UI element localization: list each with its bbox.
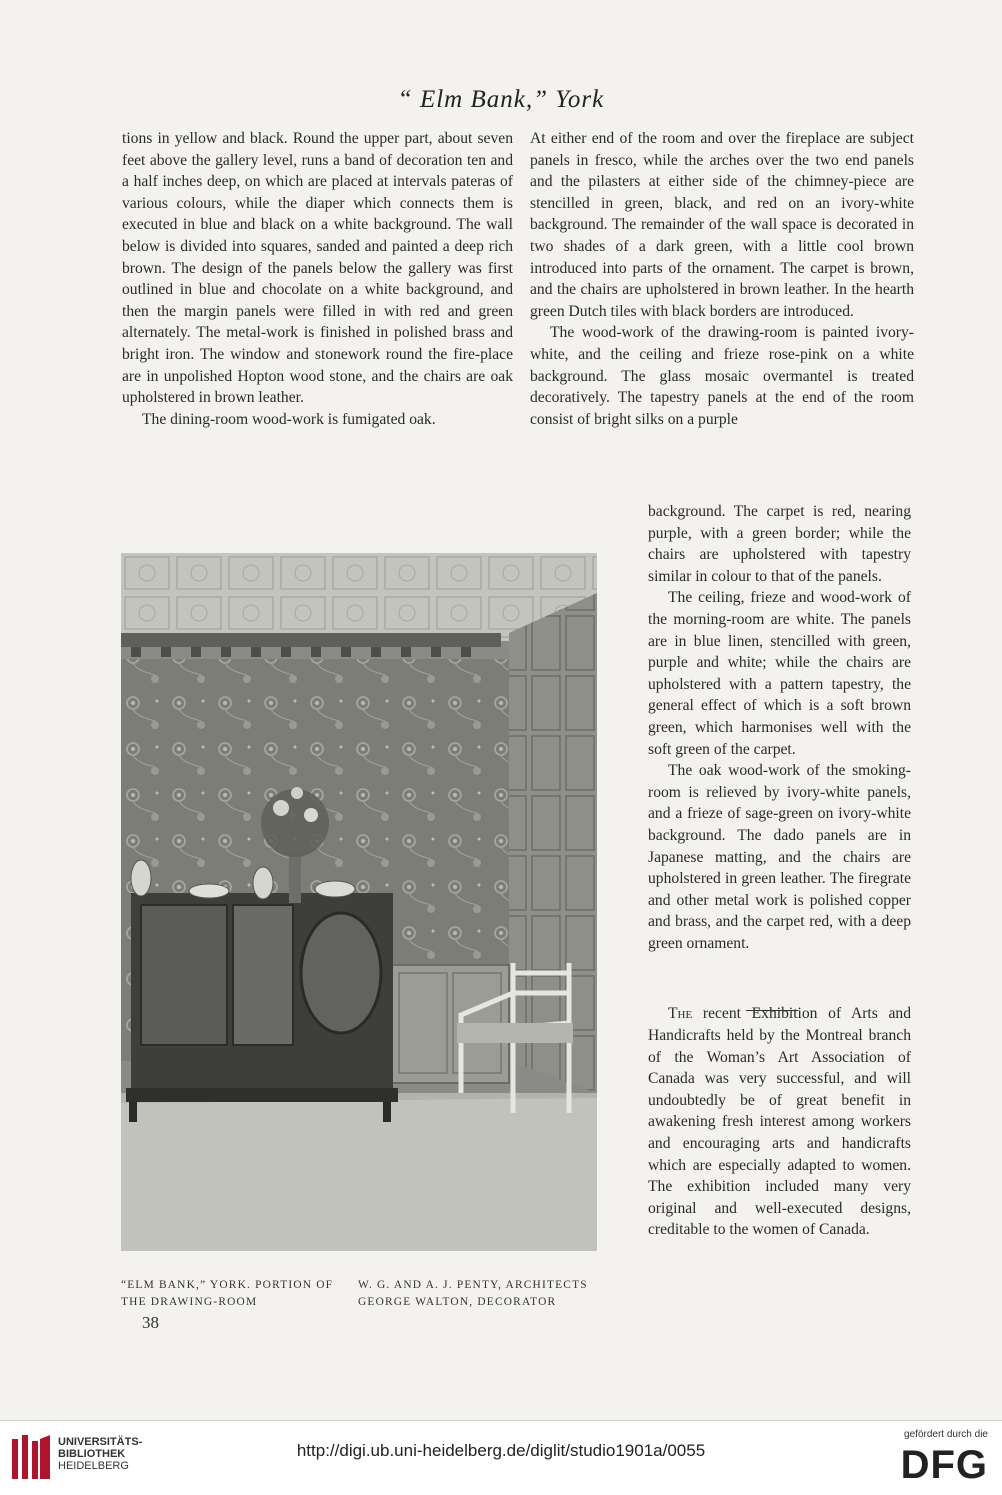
paragraph: The dining-room wood-work is fumigated oak.: [142, 410, 436, 428]
paragraph: background. The carpet is red, nearing purple, with a green border; while the chairs are upholstered with tapestry similar in colour to that of the panels.: [648, 503, 911, 585]
digitization-footer: [0, 1420, 1002, 1495]
library-name-line: HEIDELBERG: [58, 1460, 129, 1472]
figure-caption-right: W. G. AND A. J. PENTY, ARCHITECTS GEORGE WALTON, DECORATOR: [358, 1279, 588, 1308]
paragraph: At either end of the room and over the fireplace are subject panels in fresco, while the arches over the two end panels and the pilasters at either side of the chimney-piece are stencilled in green, black, and red on an ivory-white background. The remainder of the wall space is decorated in two shades of a dark green, with a little cool brown introduced into parts of the ornament. The carpet is brown, and the chairs are upholstered in brown leather. In the hearth green Dutch tiles with black borders are introduced.: [530, 130, 914, 320]
drawing-room-photograph: [121, 553, 597, 1251]
funding-label: gefördert durch die: [904, 1429, 988, 1440]
right-column: [530, 128, 914, 430]
library-name-line: BIBLIOTHEK: [58, 1448, 126, 1460]
photo-illustration: [121, 553, 597, 1251]
page-number: 38: [142, 1313, 159, 1332]
paragraph: The ceiling, frieze and wood-work of the morning-room are white. The panels are in blue linen, stencilled with green, purple and white; while the chairs are upholstered with a pattern tapestry, the general effect of which is a soft brown green, which harmonises well with the soft green of the carpet.: [648, 589, 911, 758]
article-lead: The: [668, 1005, 693, 1023]
section-divider: [746, 1010, 798, 1011]
left-column: [122, 128, 513, 430]
source-url-link[interactable]: http://digi.ub.uni-heidelberg.de/diglit/studio1901a/0055: [296, 1441, 706, 1460]
article-paragraph: [648, 1003, 911, 1241]
paragraph: The oak wood-work of the smoking-room is relieved by ivory-white panels, and a frieze of sage-green on ivory-white background. The dado panels are in Japanese matting, and the chairs are upholstered in green leather. The firegrate and other metal work is polished copper and brass, and the carpet red, with a deep green ornament.: [648, 762, 911, 952]
article-text: recent Exhibition of Arts and Handicrafts held by the Montreal branch of the Woman’s Art Association of Canada was very successful, and will undoubtedly be of great benefit in awakening fresh interest among workers and encouraging arts and handicrafts which are especially adapted to women. The exhibition included many very original and well-executed designs, creditable to the women of Canada.: [648, 1005, 911, 1239]
dfg-logo: DFG: [900, 1443, 988, 1487]
library-name-line: UNIVERSITÄTS-: [58, 1436, 143, 1448]
running-title: “ Elm Bank,” York: [397, 86, 605, 113]
right-narrow-column: [648, 501, 911, 1241]
figure-caption-left: “ELM BANK,” YORK. PORTION OF THE DRAWING-ROOM: [121, 1279, 334, 1308]
paragraph: tions in yellow and black. Round the upper part, about seven feet above the gallery level, runs a band of decoration ten and a half inches deep, on which are placed at intervals pateras of various colours, while the diaper which connects them is executed in blue and black on a white background. The wall below is divided into squares, sanded and painted a deep rich brown. The design of the panels below the gallery was first outlined in blue and chocolate on a white background, and then the margin panels were filled in with red and green alternately. The metal-work is finished in polished brass and bright iron. The window and stonework round the fire-place are in unpolished Hopton wood stone, and the chairs are oak upholstered in brown leather.: [122, 130, 513, 407]
paragraph: The wood-work of the drawing-room is painted ivory-white, and the ceiling and frieze rose-pink on a white background. The glass mosaic overmantel is treated decoratively. The tapestry panels at the end of the room consist of bright silks on a purple: [530, 324, 914, 428]
